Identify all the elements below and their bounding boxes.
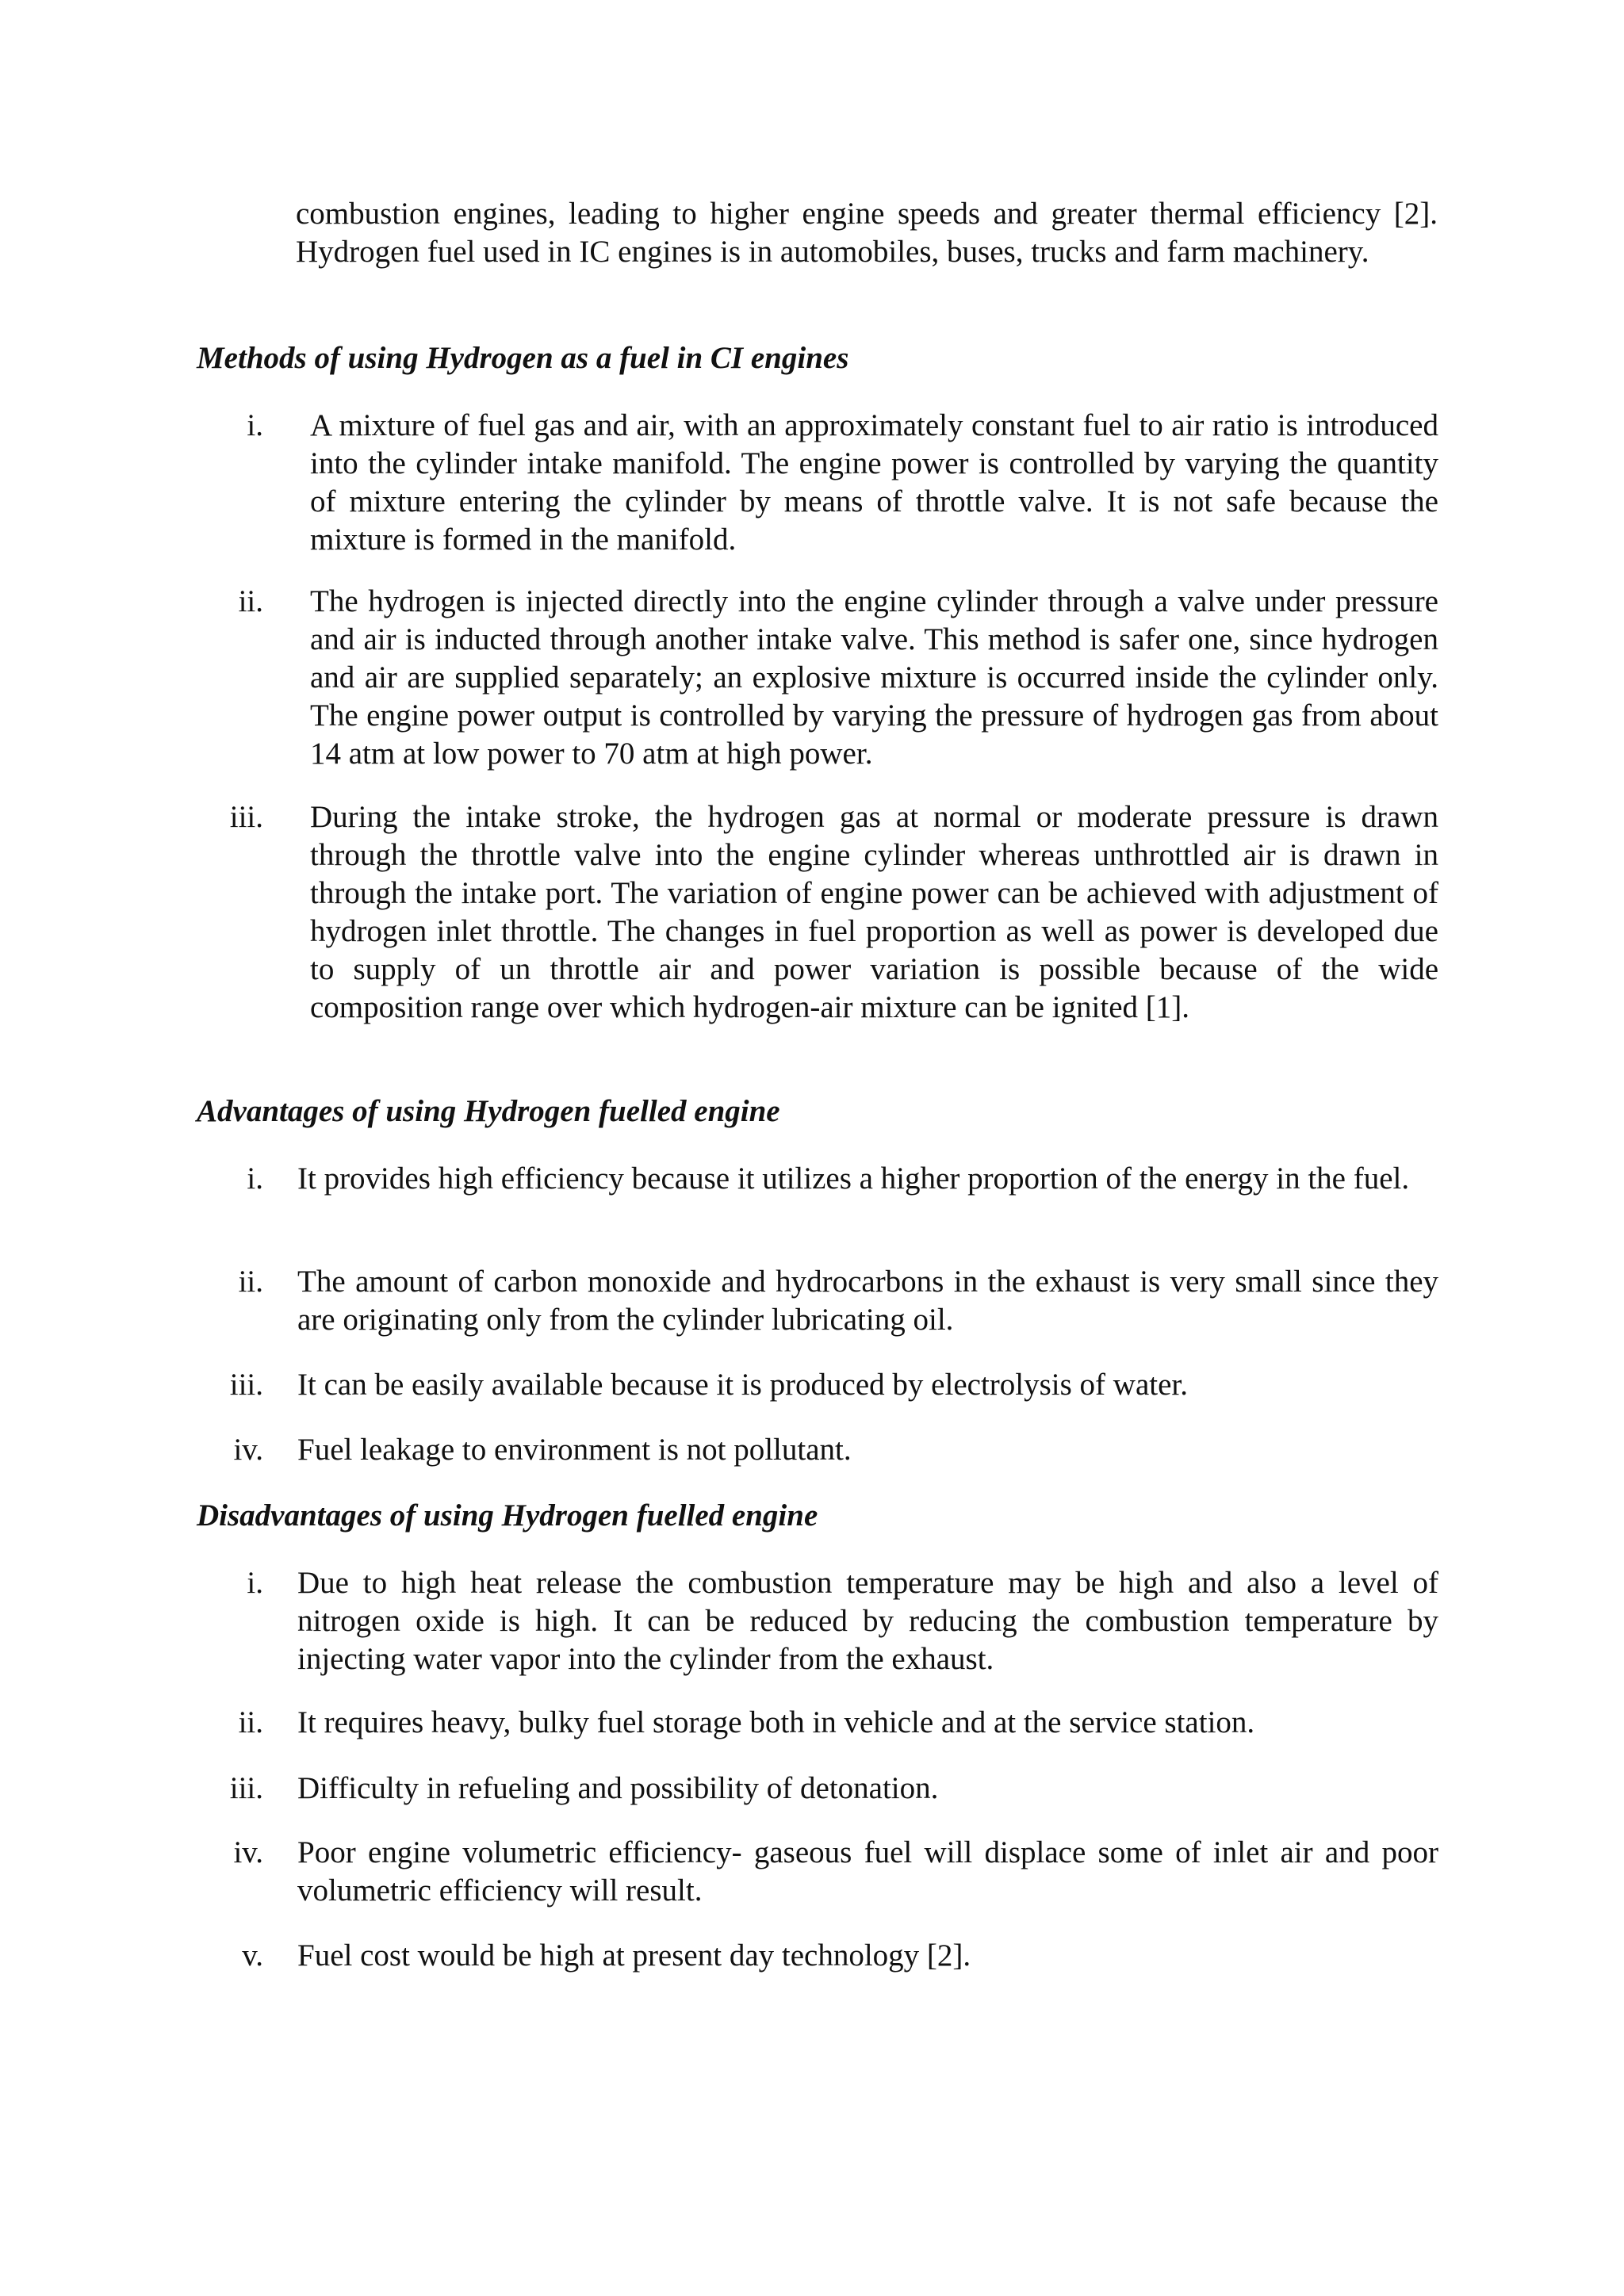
intro-paragraph: combustion engines, leading to higher engine speeds and greater thermal efficiency [2]. Hydrogen fuel used in IC engines is in automobiles, buses, trucks and farm machinery.: [296, 197, 1438, 269]
disadvantages-heading: Disadvantages of using Hydrogen fuelled engine: [197, 1498, 818, 1533]
list-text: It provides high efficiency because it utilizes a higher proportion of the energy in the fuel.: [297, 1161, 1410, 1196]
list-number: ii.: [238, 584, 263, 618]
list-text: The hydrogen is injected directly into the engine cylinder through a valve under pressure and air is inducted through another intake valve. This method is safer one, since hydrogen and air are supplied separately; an explosive mixture is occurred inside the cylinder only. The engine power output is controlled by varying the pressure of hydrogen gas from about 14 atm at low power to 70 atm at high power.: [310, 584, 1438, 771]
list-text: A mixture of fuel gas and air, with an approximately constant fuel to air ratio is introduced into the cylinder intake manifold. The engine power is controlled by varying the quantity of mixture entering the cylinder by means of throttle valve. It is not safe because the mixture is formed in the manifold.: [310, 408, 1438, 557]
list-number: ii.: [238, 1265, 263, 1299]
list-text: Due to high heat release the combustion temperature may be high and also a level of nitrogen oxide is high. It can be reduced by reducing the combustion temperature by injecting water vapor into the cylinder from the exhaust.: [297, 1566, 1438, 1676]
list-text: The amount of carbon monoxide and hydrocarbons in the exhaust is very small since they are originating only from the cylinder lubricating oil.: [297, 1265, 1438, 1337]
list-text: Difficulty in refueling and possibility of detonation.: [297, 1771, 939, 1805]
methods-heading: Methods of using Hydrogen as a fuel in CI engines: [197, 341, 849, 375]
list-text: It can be easily available because it is produced by electrolysis of water.: [297, 1368, 1188, 1402]
list-text: Poor engine volumetric efficiency- gaseous fuel will displace some of inlet air and poor volumetric efficiency will result.: [297, 1835, 1438, 1908]
list-text: Fuel leakage to environment is not pollutant.: [297, 1433, 852, 1467]
list-number: i.: [247, 408, 263, 442]
list-number: iii.: [229, 1368, 263, 1402]
list-number: iv.: [233, 1433, 263, 1467]
list-number: v.: [242, 1938, 263, 1973]
list-number: i.: [247, 1161, 263, 1196]
list-text: During the intake stroke, the hydrogen gas at normal or moderate pressure is drawn through the throttle valve into the engine cylinder whereas unthrottled air is drawn in through the intake port. The variation of engine power can be achieved with adjustment of hydrogen inlet throttle. The changes in fuel proportion as well as power is developed due to supply of un throttle air and power variation is possible because of the wide composition range over which hydrogen-air mixture can be ignited [1].: [310, 800, 1438, 1024]
list-text: It requires heavy, bulky fuel storage both in vehicle and at the service station.: [297, 1705, 1255, 1739]
list-number: iii.: [229, 800, 263, 834]
advantages-heading: Advantages of using Hydrogen fuelled engine: [197, 1094, 780, 1128]
list-number: iv.: [233, 1835, 263, 1869]
list-number: i.: [247, 1566, 263, 1600]
list-text: Fuel cost would be high at present day technology [2].: [297, 1938, 971, 1973]
list-number: ii.: [238, 1705, 263, 1739]
list-number: iii.: [229, 1771, 263, 1805]
